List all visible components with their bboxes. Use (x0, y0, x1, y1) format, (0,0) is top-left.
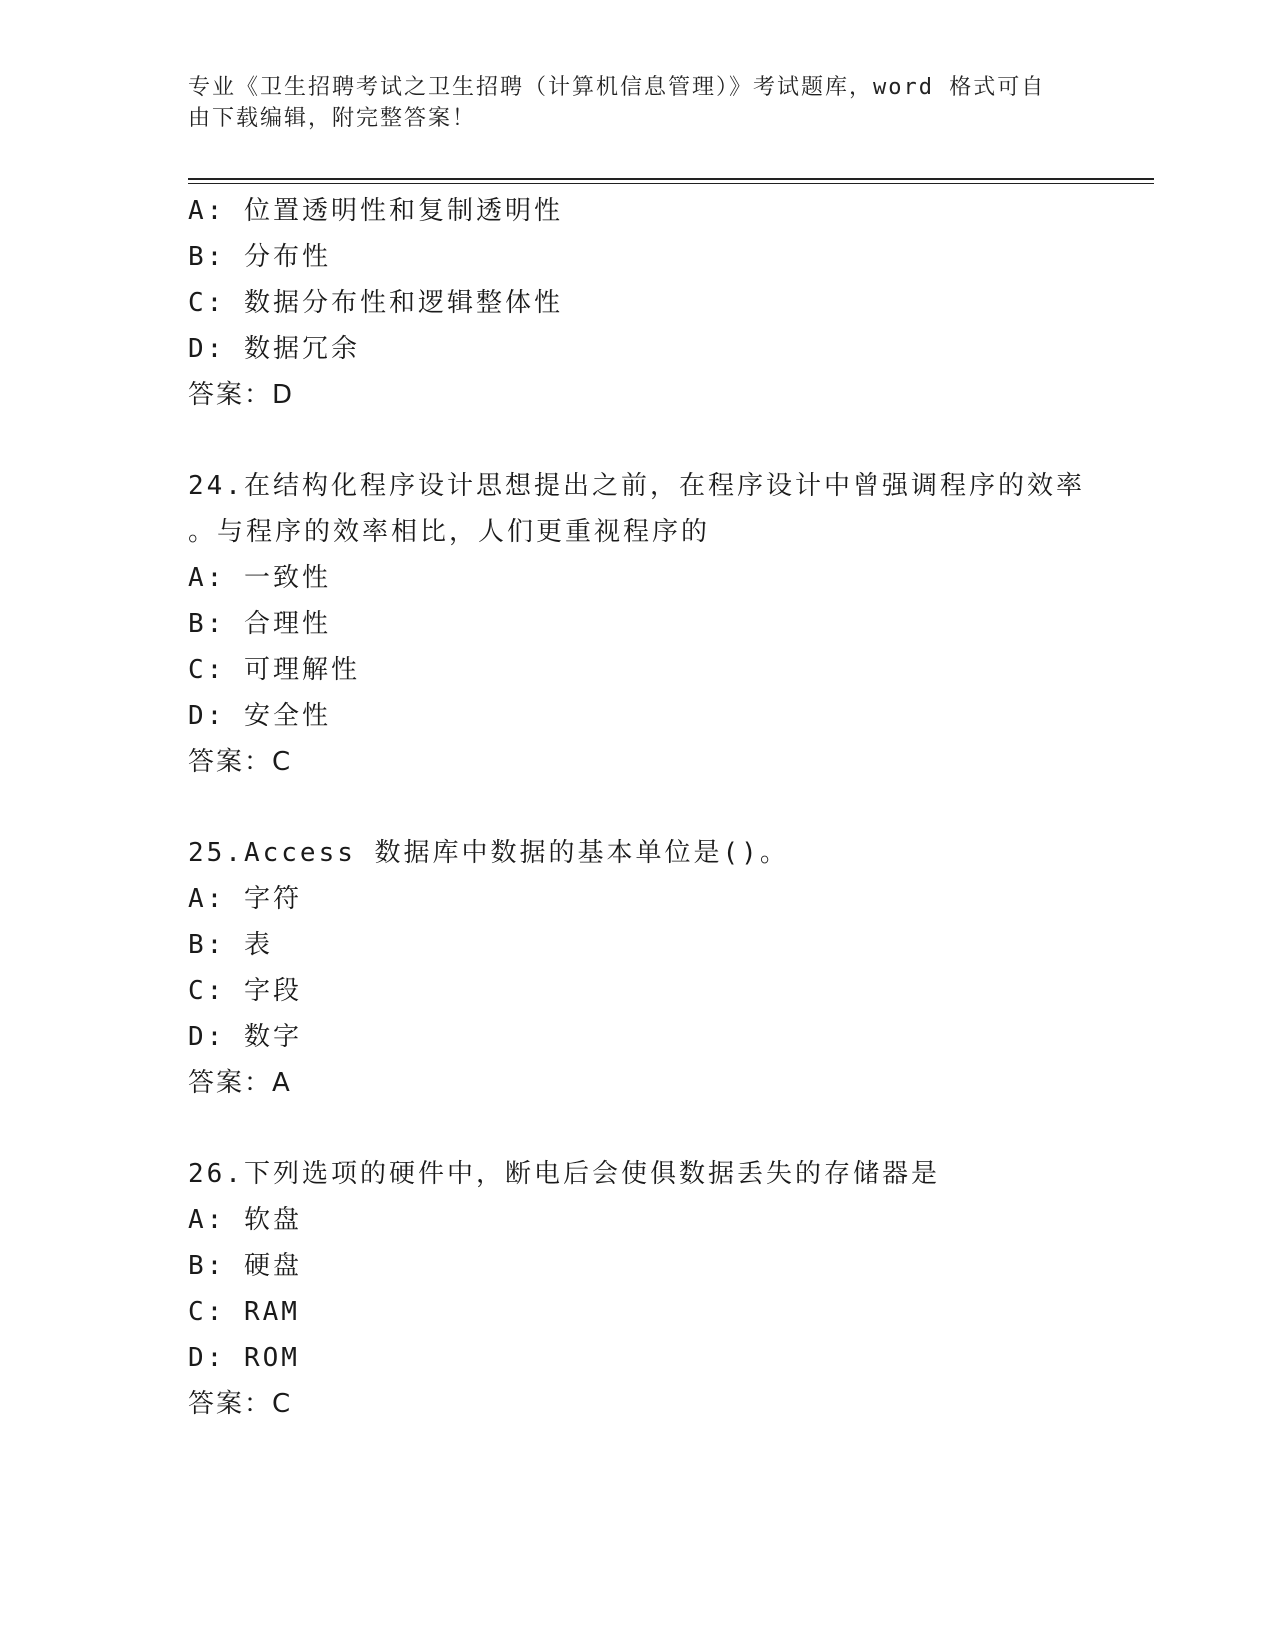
option-d: D: 数据冗余 (188, 334, 360, 364)
option-b: B: 表 (188, 930, 273, 960)
option-a: A: 软盘 (188, 1205, 302, 1235)
option-d: D: 数字 (188, 1022, 302, 1052)
question-24 (188, 463, 1118, 785)
option-a: A: 一致性 (188, 563, 331, 593)
question-list (188, 188, 1118, 1427)
answer: 答案：D (188, 380, 295, 410)
option-b: B: 合理性 (188, 609, 331, 639)
option-b: B: 分布性 (188, 242, 331, 272)
answer: 答案：C (188, 747, 293, 777)
option-c: C: RAM (188, 1297, 300, 1327)
answer: 答案：A (188, 1068, 292, 1098)
option-b: B: 硬盘 (188, 1251, 302, 1281)
question-text-continued: 。与程序的效率相比，人们更重视程序的 (188, 517, 711, 547)
option-d: D: 安全性 (188, 701, 331, 731)
question-23 (188, 188, 1118, 418)
option-a: A: 位置透明性和复制透明性 (188, 196, 563, 226)
question-text: 24.在结构化程序设计思想提出之前，在程序设计中曾强调程序的效率 (188, 471, 1085, 501)
document-header (188, 72, 1078, 134)
question-25 (188, 830, 1118, 1106)
option-c: C: 可理解性 (188, 655, 360, 685)
header-rule-thick (188, 178, 1154, 180)
question-26 (188, 1151, 1118, 1427)
option-c: C: 数据分布性和逻辑整体性 (188, 288, 563, 318)
option-a: A: 字符 (188, 884, 302, 914)
header-line-1: 专业《卫生招聘考试之卫生招聘（计算机信息管理）》考试题库，word 格式可自 (188, 75, 1046, 100)
header-line-2: 由下载编辑，附完整答案！ (188, 106, 477, 131)
question-text: 26.下列选项的硬件中，断电后会使俱数据丢失的存储器是 (188, 1159, 940, 1189)
question-text: 25.Access 数据库中数据的基本单位是()。 (188, 838, 789, 868)
option-d: D: ROM (188, 1343, 300, 1373)
answer: 答案：C (188, 1389, 293, 1419)
option-c: C: 字段 (188, 976, 302, 1006)
header-rule-thin (188, 183, 1154, 184)
